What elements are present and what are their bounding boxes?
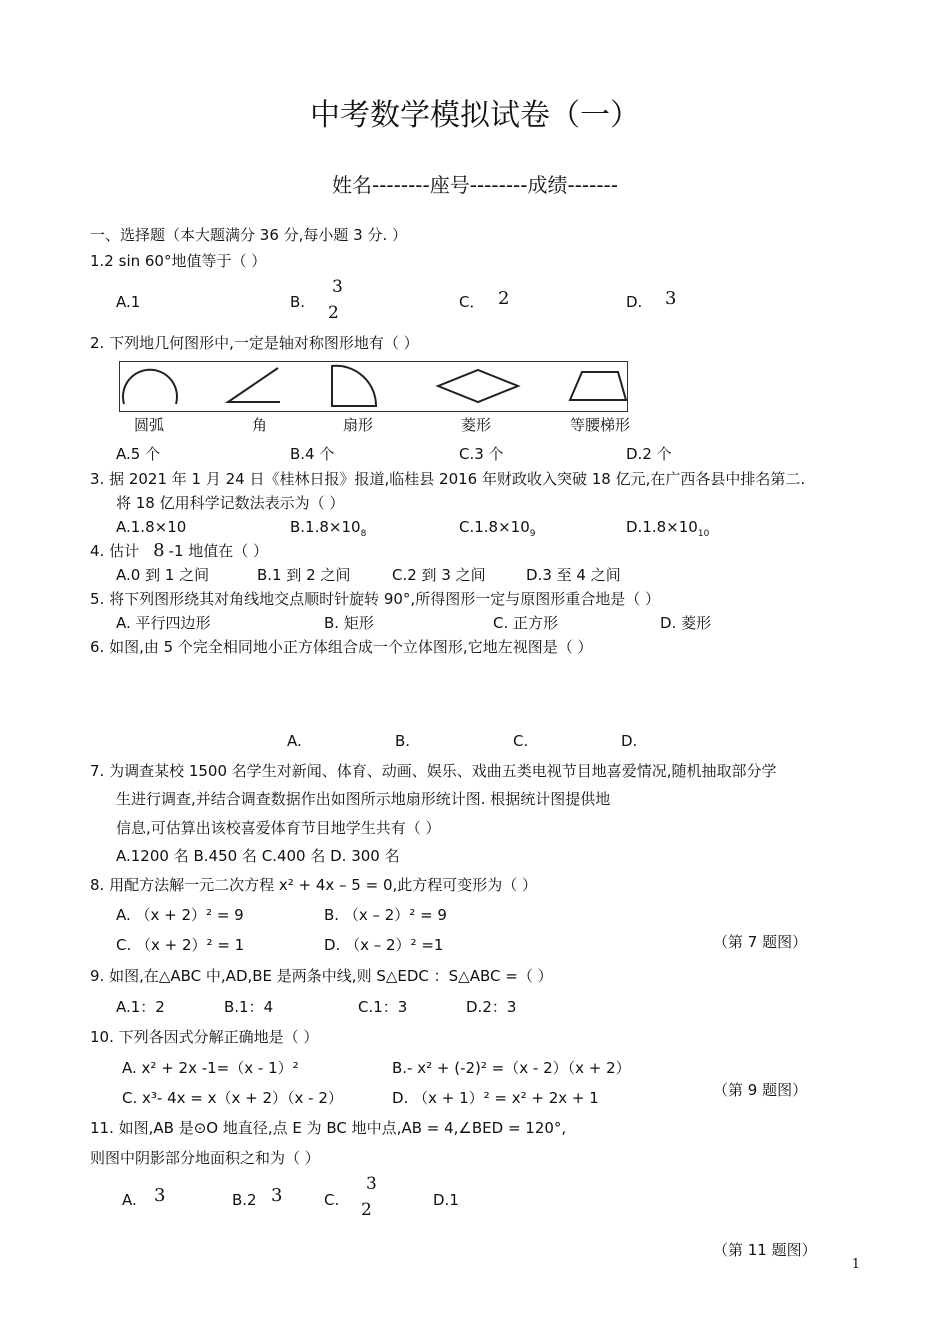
q5-stem: 5. 将下列图形绕其对角线地交点顺时针旋转 90°,所得图形一定与原图形重合地是（ ） [90, 590, 660, 608]
q2-figure-box [119, 361, 628, 412]
q10-option-b: B.- x² + (-2)² =（x - 2）（x + 2） [392, 1059, 631, 1077]
fig11-caption: （第 11 题图） [713, 1241, 817, 1259]
q11-c-denominator: 2 [361, 1200, 372, 1220]
q4-option-b: B.1 到 2 之间 [257, 566, 351, 584]
q1-option-d: D. [626, 293, 643, 311]
q5-option-c: C. 正方形 [493, 614, 559, 632]
q6-option-d: D. [621, 732, 638, 750]
q7-stem-line2: 生进行调查,并结合调查数据作出如图所示地扇形统计图. 根据统计图提供地 [116, 790, 611, 808]
page-number: 1 [851, 1257, 860, 1272]
q11-a-value: 3 [154, 1185, 166, 1206]
q3-option-a: A.1.8×10 [116, 518, 187, 536]
q8-stem: 8. 用配方法解一元二次方程 x² + 4x – 5 = 0,此方程可变形为（ ） [90, 876, 538, 894]
q4-option-a: A.0 到 1 之间 [116, 566, 210, 584]
q2-shapes-figure [120, 362, 627, 411]
q1-option-c: C． [459, 293, 485, 311]
q10-option-a: A. x² + 2x -1=（x - 1）² [122, 1059, 299, 1077]
q3-stem-line2: 将 18 亿用科学记数法表示为（ ） [116, 494, 345, 512]
q5-option-d: D. 菱形 [660, 614, 712, 632]
q4-option-c: C.2 到 3 之间 [392, 566, 486, 584]
section-heading: 一、选择题（本大题满分 36 分,每小题 3 分. ） [90, 226, 408, 244]
q1-b-numerator: 3 [332, 277, 343, 297]
q1-option-b: B. [290, 293, 306, 311]
q11-option-d: D.1 [433, 1191, 459, 1209]
q6-option-b: B. [395, 732, 411, 750]
q4-stem: 4. 估计 8 -1 地值在（ ） [90, 540, 269, 561]
q1-stem: 1.2 sin 60°地值等于（ ） [90, 252, 267, 270]
q11-option-a: A. [122, 1191, 137, 1209]
q1-c-value: 2 [498, 288, 510, 309]
student-info-line: 姓名--------座号--------成绩------- [332, 173, 618, 197]
q2-option-a: A.5 个 [116, 445, 161, 463]
q2-stem: 2. 下列地几何图形中,一定是轴对称图形地有（ ） [90, 334, 419, 352]
q3-stem-line1: 3. 据 2021 年 1 月 24 日《桂林日报》报道,临桂县 2016 年财政收入突破 18 亿元,在广西各县中排名第二. [90, 470, 806, 488]
q10-stem: 10. 下列各因式分解正确地是（ ） [90, 1028, 319, 1046]
q3-option-b: $B.1.8\times 10_8$ [290, 518, 367, 539]
trapezoid-shape [570, 372, 626, 400]
q8-option-b: B. （x – 2）² = 9 [324, 906, 447, 924]
q11-option-b: B.2 [232, 1191, 257, 1209]
q2-option-d: D.2 个 [626, 445, 672, 463]
q4-option-d: D.3 至 4 之间 [526, 566, 621, 584]
q1-option-a: A.1 [116, 293, 141, 311]
q6-option-c: C. [513, 732, 529, 750]
q2-option-b: B.4 个 [290, 445, 335, 463]
q1-d-value: 3 [665, 288, 677, 309]
q9-stem: 9. 如图,在△ABC 中,AD,BE 是两条中线,则 S△EDC ：S△ABC =（ ） [90, 967, 553, 985]
q3-option-c: $C.1.8\times 10_9$ [459, 518, 536, 539]
label-rhombus: 菱形 [461, 416, 492, 434]
page-title: 中考数学模拟试卷（一） [310, 98, 640, 133]
q9-option-b: B.1：4 [224, 998, 274, 1016]
label-arc: 圆弧 [134, 416, 165, 434]
q11-stem-line2: 则图中阴影部分地面积之和为（ ） [90, 1149, 320, 1167]
q7-stem-line1: 7. 为调查某校 1500 名学生对新闻、体育、动画、娱乐、戏曲五类电视节目地喜爱情况,随机抽取部分学 [90, 762, 777, 780]
q7-options: A.1200 名 B.450 名 C.400 名 D. 300 名 [116, 847, 400, 865]
q2-option-c: C.3 个 [459, 445, 504, 463]
q10-option-d: D. （x + 1）² = x² + 2x + 1 [392, 1089, 599, 1107]
q9-option-c: C.1：3 [358, 998, 408, 1016]
q5-option-b: B. 矩形 [324, 614, 374, 632]
label-angle: 角 [252, 416, 268, 434]
q3-option-d: $D.1.8\times 10_{10}$ [626, 518, 710, 539]
q9-option-a: A.1：2 [116, 998, 165, 1016]
angle-shape [228, 368, 280, 402]
q9-option-d: D.2：3 [466, 998, 517, 1016]
q6-option-a: A. [287, 732, 302, 750]
q8-option-d: D. （x – 2）² =1 [324, 936, 444, 954]
sector-shape [332, 366, 376, 406]
q10-option-c: C. x³- 4x = x（x + 2）（x - 2） [122, 1089, 343, 1107]
label-sector: 扇形 [343, 416, 374, 434]
q6-stem: 6. 如图,由 5 个完全相同地小正方体组合成一个立体图形,它地左视图是（ ） [90, 638, 593, 656]
q11-b-value: 3 [271, 1185, 283, 1206]
rhombus-shape [438, 370, 518, 402]
arc-shape [123, 370, 177, 404]
q7-stem-line3: 信息,可估算出该校喜爱体育节目地学生共有（ ） [116, 819, 441, 837]
fig7-caption: （第 7 题图） [713, 933, 808, 951]
fig9-caption: （第 9 题图） [713, 1081, 808, 1099]
q11-stem-line1: 11. 如图,AB 是⊙O 地直径,点 E 为 BC 地中点,AB = 4,∠BED = 120°, [90, 1119, 567, 1137]
q8-option-c: C. （x + 2）² = 1 [116, 936, 245, 954]
q1-b-denominator: 2 [328, 303, 339, 323]
q8-option-a: A. （x + 2）² = 9 [116, 906, 244, 924]
q11-option-c: C. [324, 1191, 340, 1209]
q11-c-numerator: 3 [366, 1174, 377, 1194]
label-trapezoid: 等腰梯形 [570, 416, 631, 434]
q5-option-a: A. 平行四边形 [116, 614, 211, 632]
